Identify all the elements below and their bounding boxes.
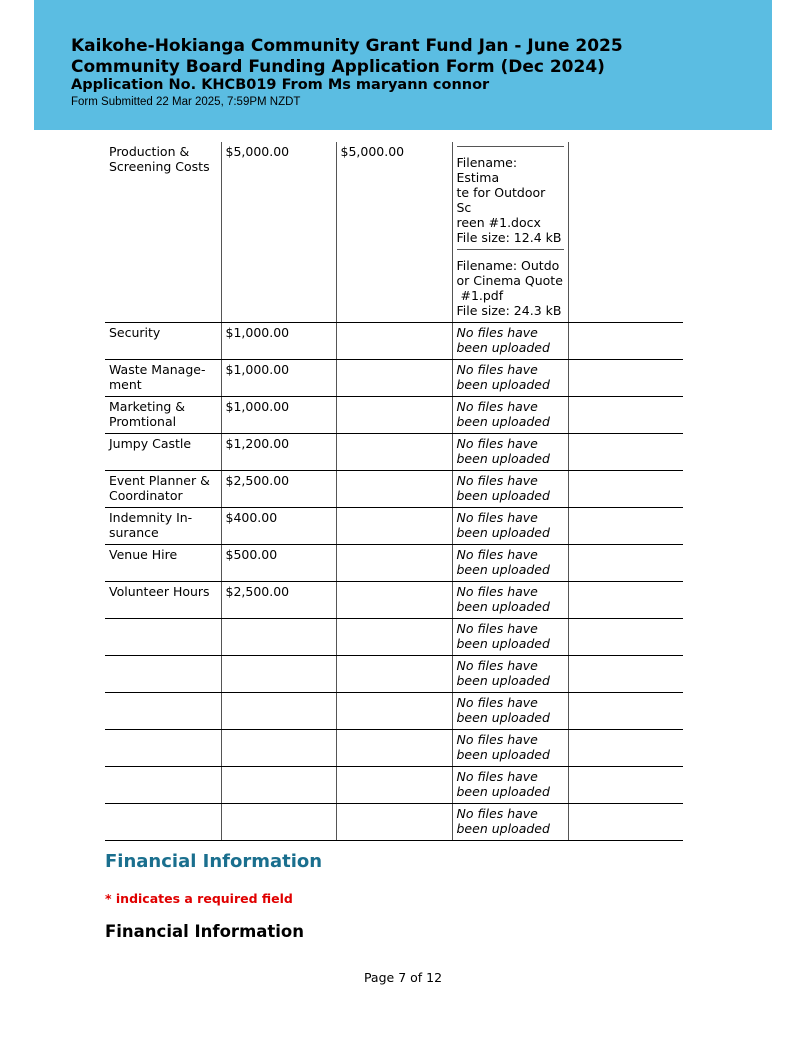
table-row (105, 360, 683, 397)
files-cell: No files have been uploaded (452, 434, 568, 471)
item-cell (105, 656, 221, 693)
requested-cell (336, 508, 452, 545)
cost-cell (221, 619, 336, 656)
cost-cell (221, 730, 336, 767)
item-cell (105, 730, 221, 767)
required-field-note: * indicates a required field (105, 891, 293, 906)
requested-cell (336, 619, 452, 656)
table-row (105, 323, 683, 360)
cost-cell (221, 693, 336, 730)
table-row (105, 434, 683, 471)
notes-cell (568, 434, 683, 471)
table-row (105, 767, 683, 804)
table-row (105, 693, 683, 730)
item-cell (105, 804, 221, 841)
page-number: Page 7 of 12 (363, 970, 443, 985)
table-row (105, 656, 683, 693)
files-cell: No files have been uploaded (452, 397, 568, 434)
item-cell: Jumpy Castle (105, 434, 221, 471)
file-attachment[interactable]: Filename: Estima te for Outdoor Sc reen #1.docx File size: 12.4 kB (457, 146, 564, 245)
notes-cell (568, 619, 683, 656)
notes-cell (568, 508, 683, 545)
item-cell: Marketing & Promtional (105, 397, 221, 434)
requested-cell (336, 471, 452, 508)
table-row (105, 804, 683, 841)
notes-cell (568, 582, 683, 619)
table-row (105, 582, 683, 619)
notes-cell (568, 730, 683, 767)
files-cell: No files have been uploaded (452, 545, 568, 582)
requested-cell (336, 693, 452, 730)
item-cell: Venue Hire (105, 545, 221, 582)
item-cell: Waste Manage- ment (105, 360, 221, 397)
cost-cell: $500.00 (221, 545, 336, 582)
item-cell: Volunteer Hours (105, 582, 221, 619)
budget-table (105, 142, 683, 841)
cost-cell: $5,000.00 (221, 142, 336, 323)
item-cell: Production & Screening Costs (105, 142, 221, 323)
item-cell (105, 619, 221, 656)
table-row (105, 471, 683, 508)
files-cell: No files have been uploaded (452, 471, 568, 508)
files-cell: No files have been uploaded (452, 323, 568, 360)
item-cell (105, 767, 221, 804)
subsection-title: Financial Information (105, 922, 305, 941)
table-row (105, 730, 683, 767)
files-cell: No files have been uploaded (452, 804, 568, 841)
application-number: Application No. KHCB019 From Ms maryann connor (71, 77, 490, 93)
cost-cell: $2,500.00 (221, 582, 336, 619)
requested-cell (336, 545, 452, 582)
files-cell: No files have been uploaded (452, 582, 568, 619)
form-title-line-1: Kaikohe-Hokianga Community Grant Fund Jan - June 2025 (71, 36, 623, 56)
requested-cell (336, 434, 452, 471)
item-cell: Indemnity In- surance (105, 508, 221, 545)
table-row (105, 142, 683, 323)
cost-cell: $400.00 (221, 508, 336, 545)
table-row (105, 508, 683, 545)
files-cell: No files have been uploaded (452, 360, 568, 397)
files-cell: No files have been uploaded (452, 767, 568, 804)
cost-cell: $1,000.00 (221, 397, 336, 434)
requested-cell (336, 323, 452, 360)
cost-cell: $1,000.00 (221, 360, 336, 397)
cost-cell (221, 767, 336, 804)
requested-cell (336, 656, 452, 693)
table-row (105, 545, 683, 582)
notes-cell (568, 656, 683, 693)
form-title-line-2: Community Board Funding Application Form (Dec 2024) (71, 57, 605, 77)
table-row (105, 619, 683, 656)
requested-cell (336, 397, 452, 434)
requested-cell: $5,000.00 (336, 142, 452, 323)
files-cell: No files have been uploaded (452, 730, 568, 767)
notes-cell (568, 471, 683, 508)
notes-cell (568, 360, 683, 397)
notes-cell (568, 142, 683, 323)
file-attachment[interactable]: Filename: Outdo or Cinema Quote #1.pdf File size: 24.3 kB (457, 249, 564, 318)
requested-cell (336, 360, 452, 397)
submitted-timestamp: Form Submitted 22 Mar 2025, 7:59PM NZDT (71, 96, 301, 108)
cost-cell: $2,500.00 (221, 471, 336, 508)
requested-cell (336, 582, 452, 619)
notes-cell (568, 767, 683, 804)
cost-cell (221, 804, 336, 841)
section-title: Financial Information (105, 851, 323, 872)
cost-cell: $1,200.00 (221, 434, 336, 471)
files-cell: No files have been uploaded (452, 508, 568, 545)
table-row (105, 397, 683, 434)
files-cell: No files have been uploaded (452, 693, 568, 730)
files-cell: No files have been uploaded (452, 656, 568, 693)
notes-cell (568, 804, 683, 841)
cost-cell: $1,000.00 (221, 323, 336, 360)
files-cell: No files have been uploaded (452, 619, 568, 656)
requested-cell (336, 767, 452, 804)
cost-cell (221, 656, 336, 693)
files-cell (452, 142, 568, 323)
item-cell: Security (105, 323, 221, 360)
item-cell: Event Planner & Coordinator (105, 471, 221, 508)
item-cell (105, 693, 221, 730)
requested-cell (336, 804, 452, 841)
notes-cell (568, 545, 683, 582)
notes-cell (568, 323, 683, 360)
requested-cell (336, 730, 452, 767)
notes-cell (568, 693, 683, 730)
notes-cell (568, 397, 683, 434)
